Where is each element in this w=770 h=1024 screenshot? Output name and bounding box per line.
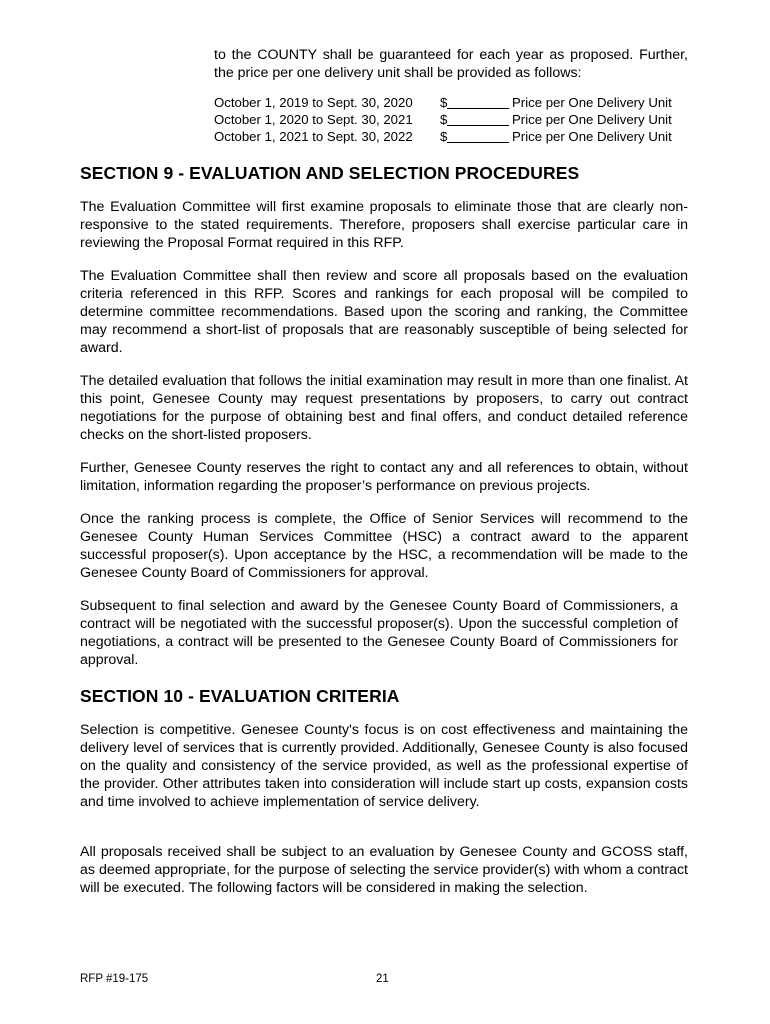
price-table	[214, 94, 694, 145]
price-unit-label: Price per One Delivery Unit	[512, 129, 672, 144]
price-row	[214, 128, 694, 145]
price-period: October 1, 2020 to Sept. 30, 2021	[214, 112, 413, 127]
footer-rfp-number: RFP #19-175	[80, 973, 149, 985]
price-blank: $	[440, 94, 512, 111]
price-blank-line	[447, 95, 509, 109]
price-unit-label: Price per One Delivery Unit	[512, 112, 672, 127]
section-9-paragraph: The Evaluation Committee shall then review and score all proposals based on the evaluation criteria referenced in this RFP. Scores and rankings for each proposal will be compiled to determine committee recommendations. Based upon the scoring and ranking, the Committee may recommend a short-list of proposals that are reasonably susceptible of being selected for award.	[80, 268, 688, 356]
section-9-paragraph: Further, Genesee County reserves the right to contact any and all references to obtain, without limitation, information regarding the proposer’s performance on previous projects.	[80, 460, 688, 494]
price-blank: $	[440, 111, 512, 128]
price-row	[214, 94, 694, 111]
section-9-paragraph: Subsequent to final selection and award by the Genesee County Board of Commissioners, a contract will be negotiated with the successful proposer(s). Upon the successful completion of negotiations, a contract will be presented to the Genesee County Board of Commissioners for approval.	[80, 598, 678, 668]
section-9-heading: SECTION 9 - EVALUATION AND SELECTION PROCEDURES	[80, 163, 580, 183]
intro-paragraph: to the COUNTY shall be guaranteed for each year as proposed. Further, the price per one delivery unit shall be provided as follows:	[214, 47, 688, 81]
price-row	[214, 111, 694, 128]
price-blank-line	[447, 129, 509, 143]
section-10-paragraph: All proposals received shall be subject to an evaluation by Genesee County and GCOSS staff, as deemed appropriate, for the purpose of selecting the service provider(s) with whom a contract will be executed. The following factors will be considered in making the selection.	[80, 844, 688, 896]
section-10-paragraph: Selection is competitive. Genesee County's focus is on cost effectiveness and maintaining the delivery level of services that is currently provided. Additionally, Genesee County is also focused on the quality and consistency of the service provided, as well as the professional expertise of the provider. Other attributes taken into consideration will include start up costs, expansion costs and time involved to achieve implementation of service delivery.	[80, 722, 688, 810]
price-blank: $	[440, 128, 512, 145]
section-10-heading: SECTION 10 - EVALUATION CRITERIA	[80, 686, 400, 706]
price-blank-line	[447, 112, 509, 126]
price-unit-label: Price per One Delivery Unit	[512, 95, 672, 110]
footer-page-number: 21	[376, 973, 389, 985]
section-9-paragraph: Once the ranking process is complete, the Office of Senior Services will recommend to the Genesee County Human Services Committee (HSC) a contract award to the apparent successful proposer(s). Upon acceptance by the HSC, a recommendation will be made to the Genesee County Board of Commissioners for approval.	[80, 511, 688, 581]
price-period: October 1, 2019 to Sept. 30, 2020	[214, 95, 413, 110]
price-period: October 1, 2021 to Sept. 30, 2022	[214, 129, 413, 144]
section-9-paragraph: The Evaluation Committee will first examine proposals to eliminate those that are clearly non-responsive to the stated requirements. Therefore, proposers shall exercise particular care in reviewing the Proposal Format required in this RFP.	[80, 199, 688, 251]
section-9-paragraph: The detailed evaluation that follows the initial examination may result in more than one finalist. At this point, Genesee County may request presentations by proposers, to carry out contract negotiations for the purpose of obtaining best and final offers, and conduct detailed reference checks on the short-listed proposers.	[80, 373, 688, 443]
